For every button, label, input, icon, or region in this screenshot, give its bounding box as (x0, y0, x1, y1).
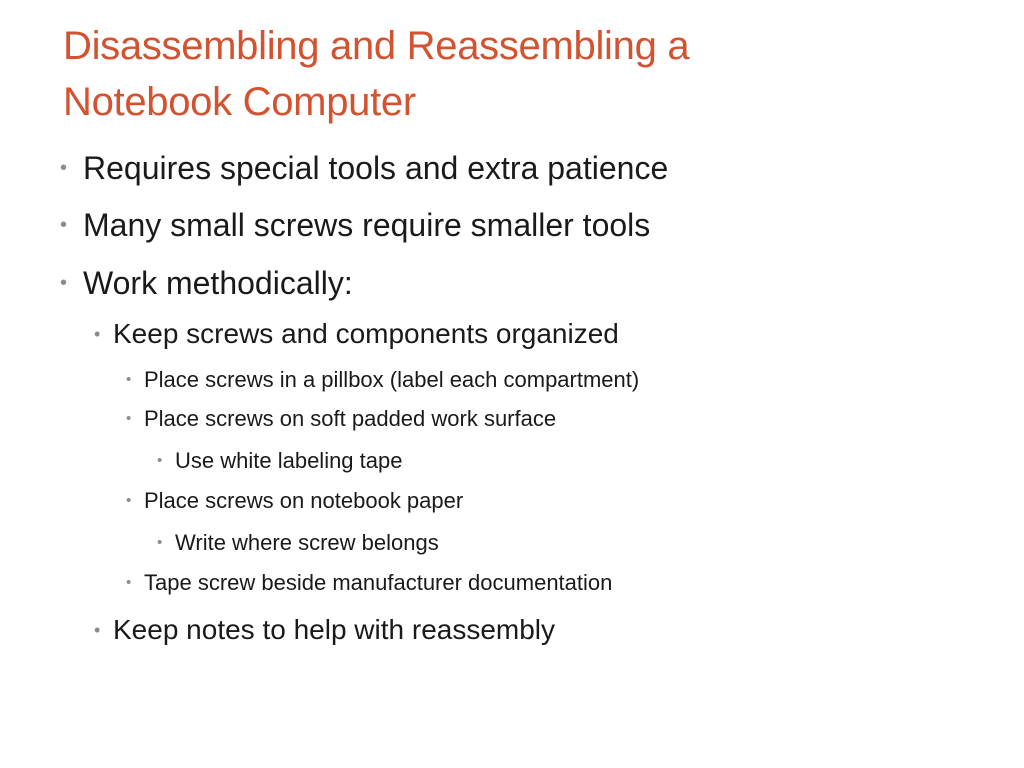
bullet-text: Work methodically: (83, 265, 353, 301)
bullet-icon: • (60, 157, 68, 179)
bullet-text: Place screws on notebook paper (144, 488, 464, 513)
bullet-icon: • (126, 574, 132, 591)
bullet-text: Many small screws require smaller tools (83, 207, 651, 243)
bullet-text: Requires special tools and extra patience (83, 150, 669, 186)
bullet-text: Tape screw beside manufacturer documentation (144, 570, 613, 595)
level-4-bullet-item (157, 528, 439, 558)
sub-bullet-item (94, 316, 619, 352)
bullet-icon: • (157, 452, 163, 469)
bullet-text: Write where screw belongs (175, 530, 439, 555)
bullet-icon: • (157, 534, 163, 551)
bullet-icon: • (60, 272, 68, 294)
slide-title-line-2: Notebook Computer (63, 80, 416, 124)
sub-sub-bullet-item (126, 486, 464, 516)
sub-sub-bullet-item (126, 404, 557, 434)
bullet-icon: • (94, 324, 101, 344)
bullet-item (60, 205, 651, 245)
bullet-text: Place screws on soft padded work surface (144, 406, 557, 431)
bullet-text: Use white labeling tape (175, 448, 403, 473)
bullet-icon: • (126, 410, 132, 427)
sub-bullet-item (94, 612, 556, 648)
sub-sub-bullet-item (126, 365, 640, 395)
bullet-icon: • (126, 492, 132, 509)
sub-sub-bullet-item (126, 568, 613, 598)
bullet-text: Keep screws and components organized (113, 318, 619, 349)
bullet-text: Keep notes to help with reassembly (113, 614, 556, 645)
bullet-icon: • (126, 371, 132, 388)
slide-title-line-1: Disassembling and Reassembling a (63, 24, 690, 68)
bullet-icon: • (60, 214, 68, 236)
level-4-bullet-item (157, 446, 403, 476)
bullet-item (60, 148, 669, 188)
bullet-icon: • (94, 620, 101, 640)
bullet-text: Place screws in a pillbox (label each compartment) (144, 367, 640, 392)
bullet-item (60, 263, 353, 303)
